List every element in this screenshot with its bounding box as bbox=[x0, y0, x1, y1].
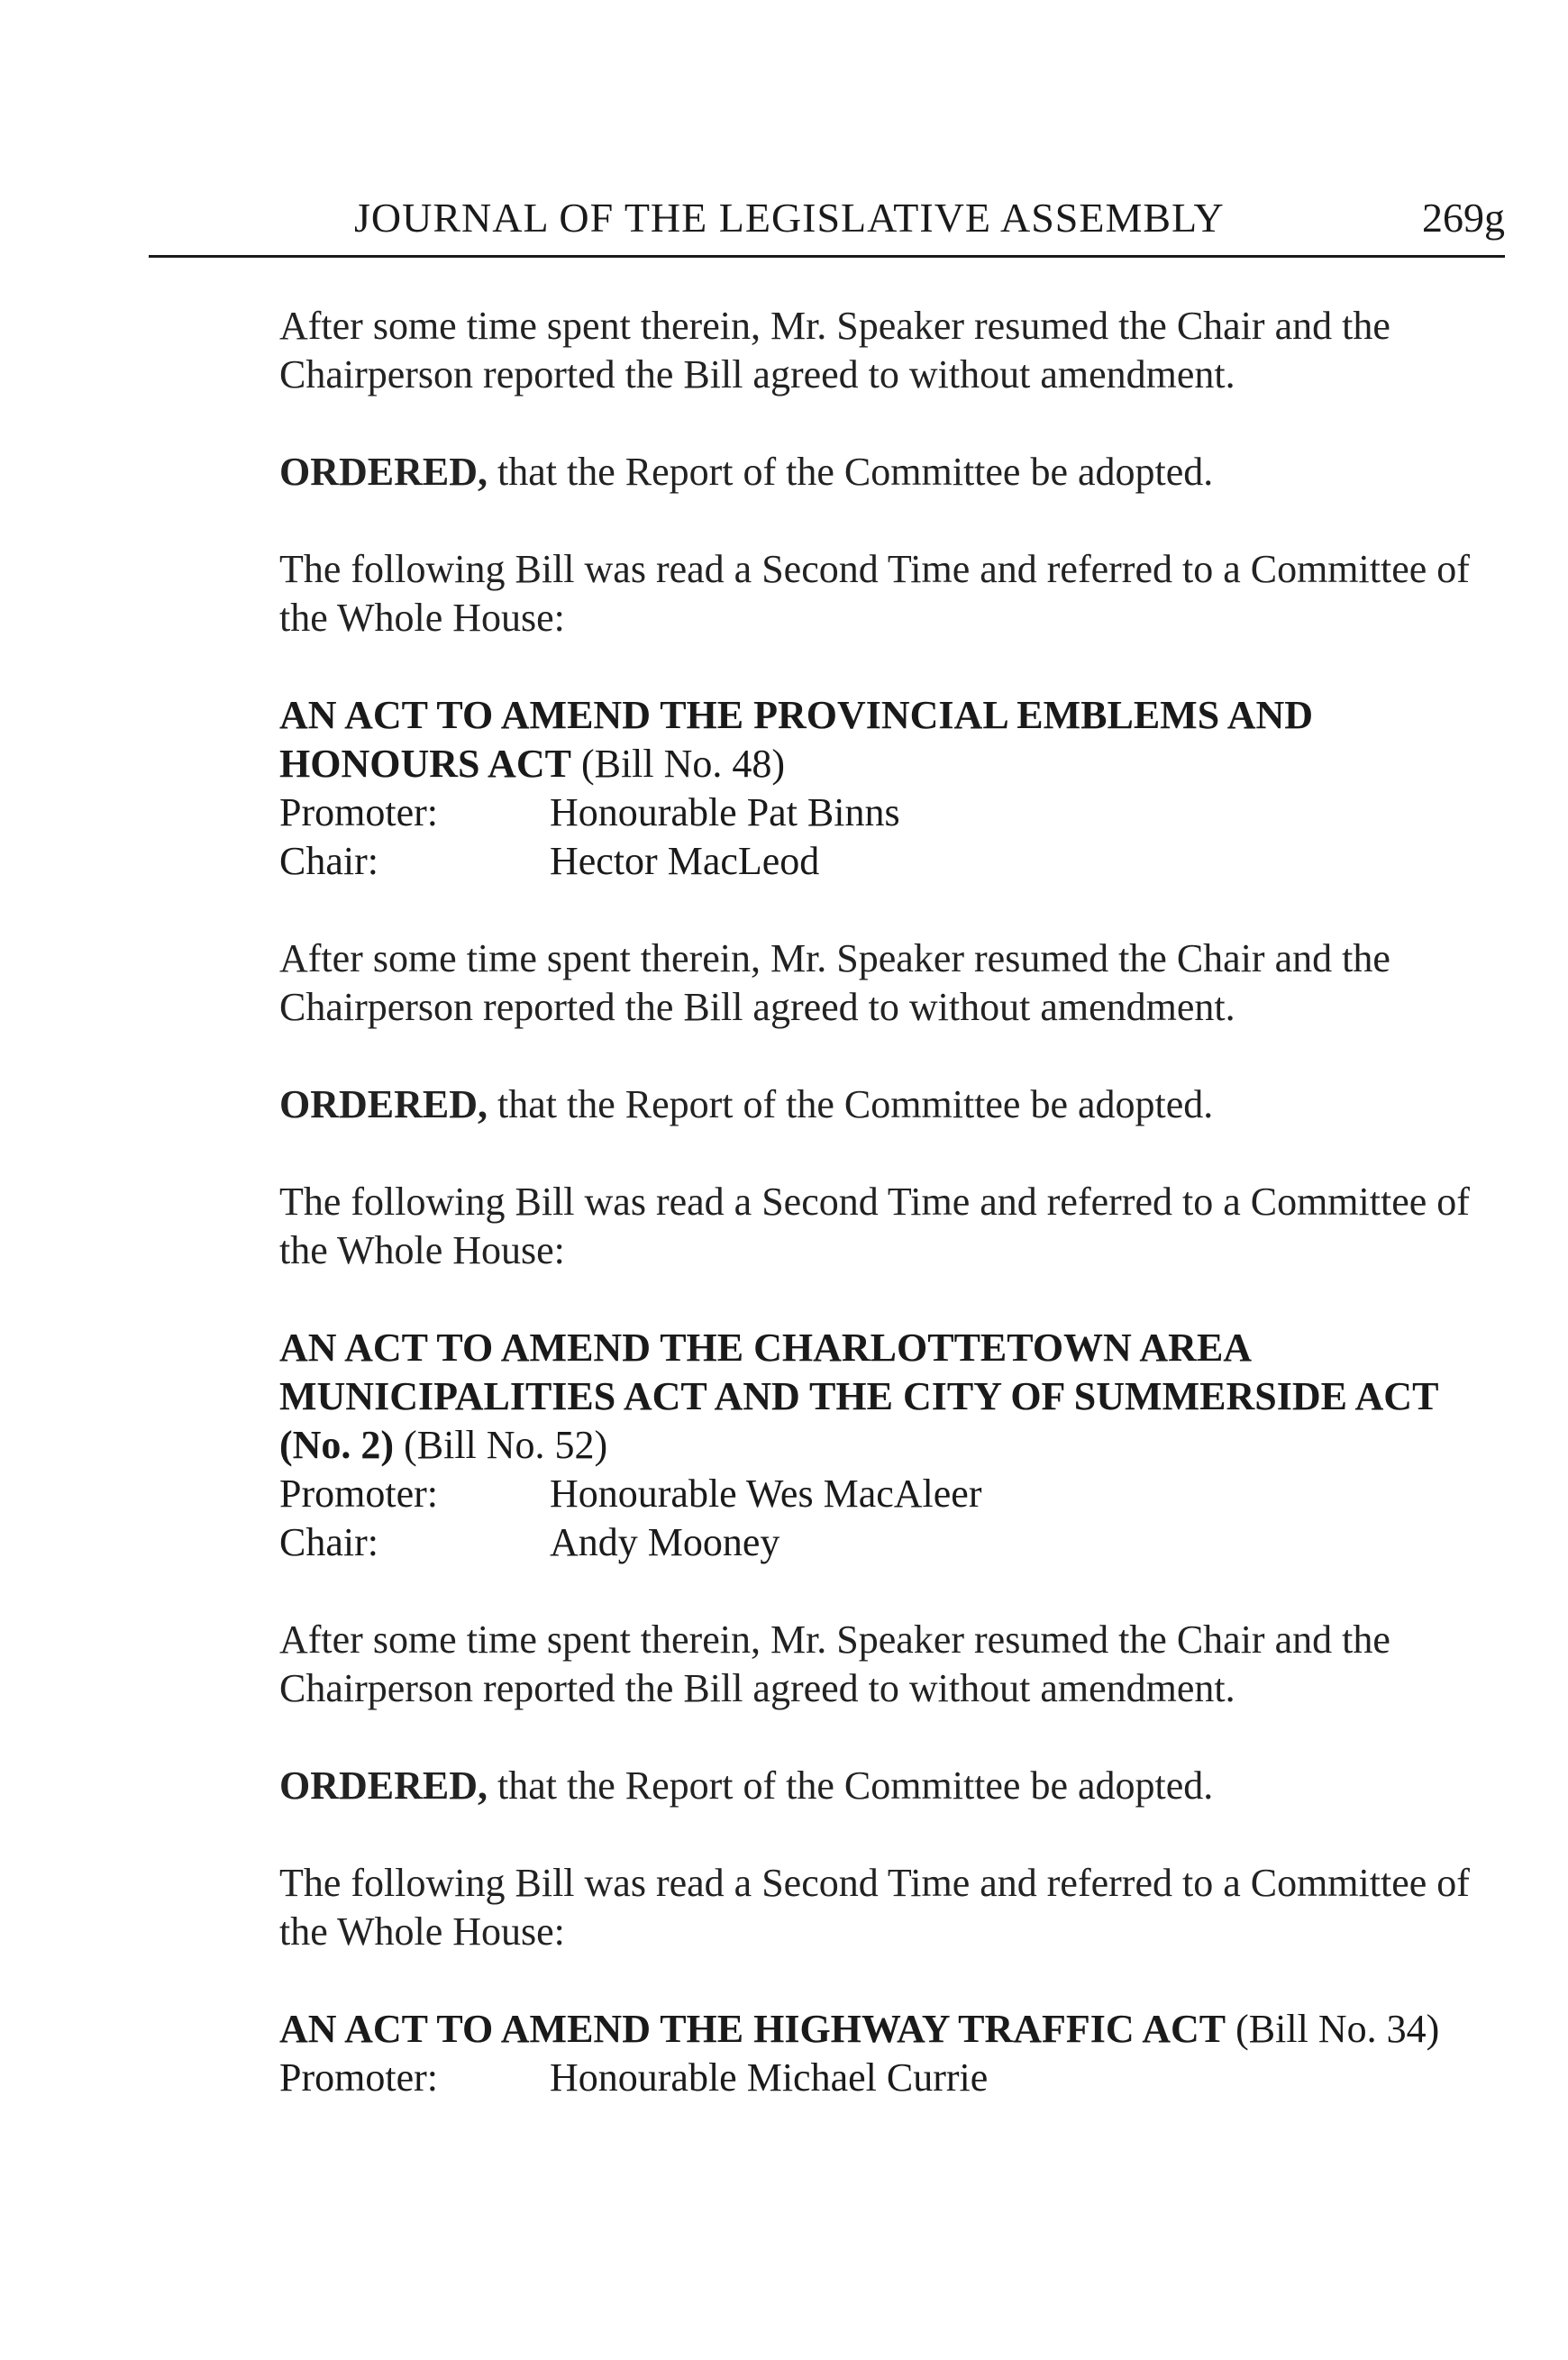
promoter-row bbox=[279, 788, 1505, 837]
ordered-text: that the Report of the Committee be adopted. bbox=[488, 1763, 1214, 1808]
second-reading-paragraph: The following Bill was read a Second Time and referred to a Committee of the Whole House: bbox=[279, 547, 1470, 640]
committee-report-paragraph: After some time spent therein, Mr. Speaker resumed the Chair and the Chairperson reported the Bill agreed to without amendment. bbox=[279, 1617, 1390, 1710]
bill-title: AN ACT TO AMEND THE HIGHWAY TRAFFIC ACT bbox=[279, 2007, 1226, 2051]
bill-title-line bbox=[279, 1324, 1505, 1470]
header-rule bbox=[149, 255, 1505, 258]
promoter-name: Honourable Wes MacAleer bbox=[550, 1472, 982, 1516]
chair-name: Hector MacLeod bbox=[550, 839, 820, 883]
bill-block bbox=[279, 2005, 1505, 2102]
promoter-label: Promoter: bbox=[279, 1472, 438, 1516]
bill-number: (Bill No. 34) bbox=[1226, 2007, 1440, 2051]
page-header bbox=[149, 194, 1505, 266]
promoter-name: Honourable Michael Currie bbox=[550, 2055, 989, 2100]
bill-title-line bbox=[279, 2005, 1505, 2054]
promoter-label: Promoter: bbox=[279, 790, 438, 834]
bill-title: AN ACT TO AMEND THE CHARLOTTETOWN AREA MUNICIPALITIES ACT AND THE CITY OF SUMMERSIDE ACT (No. 2) bbox=[279, 1326, 1438, 1467]
committee-report-paragraph: After some time spent therein, Mr. Speaker resumed the Chair and the Chairperson reported the Bill agreed to without amendment. bbox=[279, 936, 1390, 1029]
bill-block bbox=[279, 691, 1505, 886]
promoter-row bbox=[279, 1470, 1505, 1518]
ordered-text: that the Report of the Committee be adopted. bbox=[488, 1082, 1214, 1126]
second-reading-paragraph: The following Bill was read a Second Time and referred to a Committee of the Whole House: bbox=[279, 1180, 1470, 1272]
chair-row bbox=[279, 837, 1505, 886]
chair-row bbox=[279, 1518, 1505, 1567]
chair-label: Chair: bbox=[279, 1520, 378, 1564]
chair-name: Andy Mooney bbox=[550, 1520, 780, 1564]
chair-label: Chair: bbox=[279, 839, 378, 883]
promoter-name: Honourable Pat Binns bbox=[550, 790, 900, 834]
bill-number: (Bill No. 48) bbox=[570, 742, 786, 786]
journal-title: JOURNAL OF THE LEGISLATIVE ASSEMBLY bbox=[354, 195, 1225, 241]
ordered-paragraph bbox=[279, 1080, 1505, 1129]
journal-body bbox=[279, 302, 1505, 2151]
second-reading-paragraph: The following Bill was read a Second Time and referred to a Committee of the Whole House: bbox=[279, 1861, 1470, 1954]
ordered-keyword: ORDERED, bbox=[279, 450, 488, 494]
ordered-keyword: ORDERED, bbox=[279, 1763, 488, 1808]
bill-title-line bbox=[279, 691, 1505, 788]
ordered-paragraph bbox=[279, 448, 1505, 497]
promoter-label: Promoter: bbox=[279, 2055, 438, 2100]
promoter-row bbox=[279, 2054, 1505, 2102]
ordered-keyword: ORDERED, bbox=[279, 1082, 488, 1126]
bill-number: (Bill No. 52) bbox=[394, 1423, 608, 1467]
ordered-paragraph bbox=[279, 1762, 1505, 1810]
bill-block bbox=[279, 1324, 1505, 1567]
committee-report-paragraph: After some time spent therein, Mr. Speaker resumed the Chair and the Chairperson reported the Bill agreed to without amendment. bbox=[279, 304, 1390, 396]
bill-title: AN ACT TO AMEND THE PROVINCIAL EMBLEMS AND HONOURS ACT bbox=[279, 693, 1314, 786]
ordered-text: that the Report of the Committee be adopted. bbox=[488, 450, 1214, 494]
page-number: 269g bbox=[1422, 195, 1505, 241]
